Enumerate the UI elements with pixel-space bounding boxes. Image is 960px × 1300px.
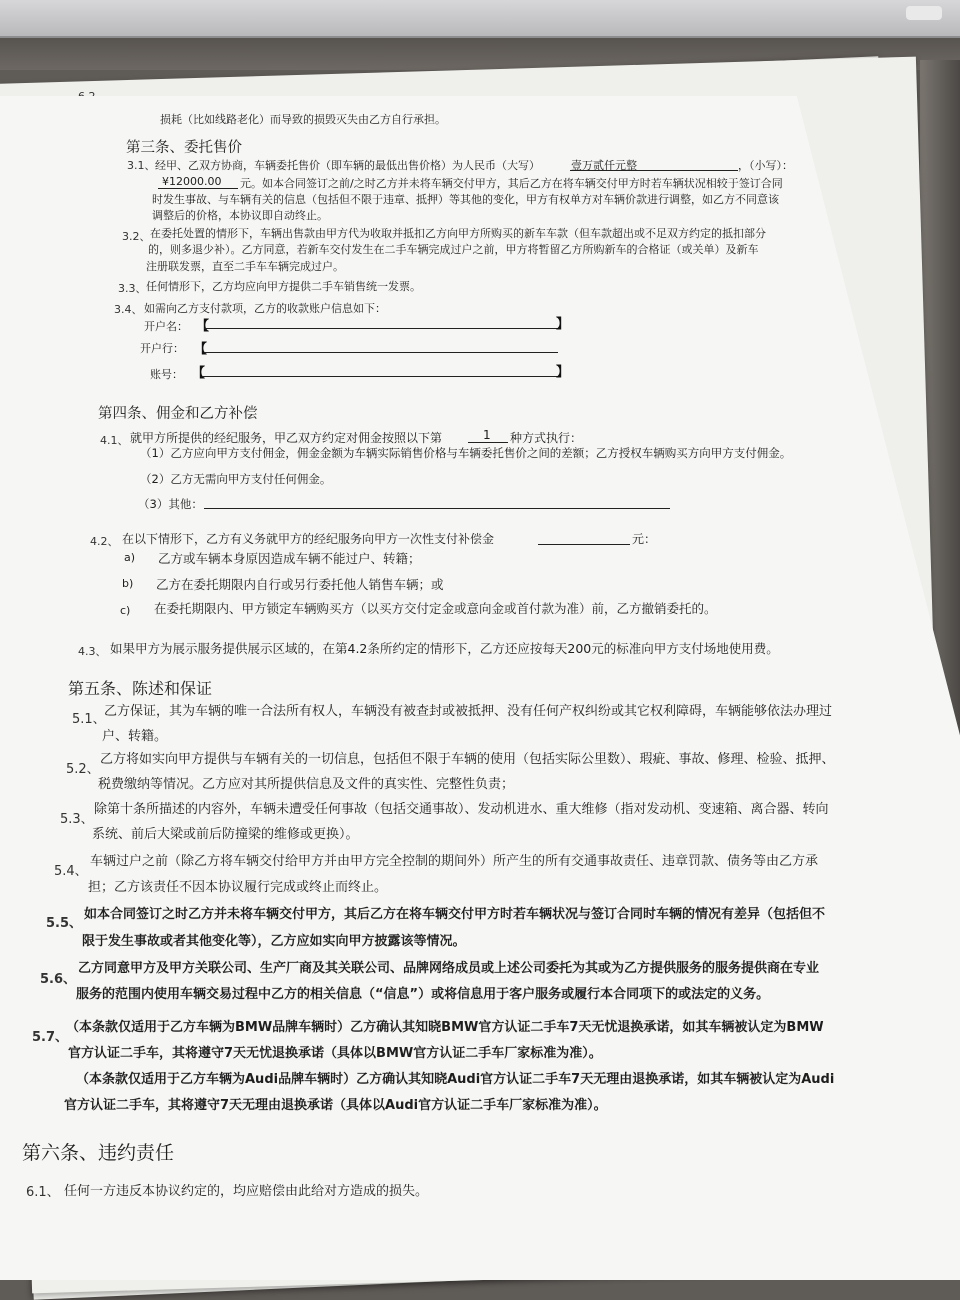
clause-4-3-number: 4.3、 <box>78 645 107 658</box>
bracket-close: 】 <box>556 365 570 380</box>
clause-3-3-text: 任何情形下，乙方均应向甲方提供二手车销售统一发票。 <box>146 280 421 293</box>
intro-line: 损耗（比如线路老化）而导致的损毁灭失由乙方自行承担。 <box>160 113 446 126</box>
item-b: 乙方在委托期限内自行或另行委托他人销售车辆；或 <box>156 577 444 592</box>
compensation-field <box>538 544 630 545</box>
section3-title: 第三条、委托售价 <box>126 140 242 156</box>
account-number-field <box>202 376 558 377</box>
item-c: 在委托期限内、甲方锁定车辆购买方（以买方交付定金或意向金或首付款为准）前，乙方撤销委托的。 <box>154 601 717 616</box>
clause-4-2-text: 元： <box>632 532 657 546</box>
section4-title: 第四条、佣金和乙方补偿 <box>98 406 258 422</box>
clause-5-7-text: （本条款仅适用于乙方车辆为BMW品牌车辆时）乙方确认其知晓BMW官方认证二手车7天无忧退换承诺，如其车辆被认定为BMW <box>66 1020 824 1035</box>
clause-5-7-text: 官方认证二手车，其将遵守7天无忧退换承诺（具体以BMW官方认证二手车厂家标准为准）。 <box>68 1046 602 1061</box>
clause-3-1-text: 元。如本合同签订之前/之时乙方并未将车辆交付甲方，其后乙方在将车辆交付甲方时若车辆状况相较于签订合同 <box>240 177 783 190</box>
clause-3-1-text: ，（小写）： <box>738 159 793 172</box>
option-1: （1）乙方应向甲方支付佣金，佣金金额为车辆实际销售价格与车辆委托售价之间的差额；乙方授权车辆购买方向甲方支付佣金。 <box>140 446 792 460</box>
clause-5-2-text: 税费缴纳等情况。乙方应对其所提供信息及文件的真实性、完整性负责； <box>98 777 515 792</box>
clause-3-2-text: 的，则多退少补）。乙方同意，若新车交付发生在二手车辆完成过户之前，甲方将暂留乙方所购新车的合格证（或关单）及新车 <box>148 243 759 256</box>
clause-5-4-text: 担；乙方该责任不因本协议履行完成或终止而终止。 <box>88 880 388 895</box>
option-2: （2）乙方无需向甲方支付任何佣金。 <box>140 472 332 486</box>
account-name-label: 开户名： <box>144 320 188 333</box>
clause-5-5-number: 5.5、 <box>46 916 83 931</box>
clause-3-4-number: 3.4、 <box>114 303 143 316</box>
clause-3-3-number: 3.3、 <box>118 282 147 295</box>
commission-choice-underline <box>468 442 508 443</box>
section6-title: 第六条、违约责任 <box>22 1142 175 1164</box>
section5-title: 第五条、陈述和保证 <box>68 679 213 698</box>
clause-3-1-text: 调整后的价格，本协议即自动终止。 <box>152 209 328 222</box>
clause-5-1-number: 5.1、 <box>72 712 106 727</box>
clause-5-3-text: 系统、前后大梁或前后防撞梁的维修或更换）。 <box>92 827 359 842</box>
bracket-open: 【 <box>196 319 210 334</box>
clause-3-4-text: 如需向乙方支付款项，乙方的收款账户信息如下： <box>144 302 386 315</box>
bracket-open: 【 <box>194 342 208 357</box>
amount-upper-underline <box>570 170 738 171</box>
clause-4-1-text: 就甲方所提供的经纪服务，甲乙双方约定对佣金按照以下第 <box>130 431 443 445</box>
clause-4-2-number: 4.2、 <box>90 535 119 548</box>
clause-5-7-text: （本条款仅适用于乙方车辆为Audi品牌车辆时）乙方确认其知晓Audi官方认证二手车7天无理由退换承诺，如其车辆被认定为Audi <box>76 1072 835 1087</box>
clause-5-6-number: 5.6、 <box>40 972 77 987</box>
amount-upper: 壹万贰仟元整 <box>571 159 637 172</box>
account-number-label: 账号： <box>150 368 183 381</box>
clause-3-1-text: 时发生事故、与车辆有关的信息（包括但不限于违章、抵押）等其他的变化，甲方有权单方对车辆价款进行调整，如乙方不同意该 <box>152 193 779 206</box>
clause-5-1-text: 乙方保证，其为车辆的唯一合法所有权人，车辆没有被查封或被抵押、没有任何产权纠纷或其它权利障碍，车辆能够依法办理过 <box>104 704 833 719</box>
clause-3-2-text: 注册联发票，直至二手车车辆完成过户。 <box>146 260 344 273</box>
amount-lower-underline <box>158 188 238 189</box>
account-name-field <box>204 328 558 329</box>
clause-4-2-text: 在以下情形下，乙方有义务就甲方的经纪服务向甲方一次性支付补偿金 <box>122 532 495 546</box>
clause-5-7-text: 官方认证二手车，其将遵守7天无理由退换承诺（具体以Audi官方认证二手车厂家标准为准）。 <box>64 1098 607 1113</box>
clause-5-4-text: 车辆过户之前（除乙方将车辆交付给甲方并由甲方完全控制的期间外）所产生的所有交通事故责任、违章罚款、债务等由乙方承 <box>90 854 819 869</box>
clause-5-7-number: 5.7、 <box>32 1030 69 1045</box>
item-c-label: c) <box>120 604 131 617</box>
option-3-field <box>204 508 670 509</box>
item-a-label: a) <box>124 551 136 564</box>
laptop-edge <box>0 0 960 38</box>
bracket-close: 】 <box>556 317 570 332</box>
laptop-hinge <box>906 6 942 20</box>
amount-lower: ¥12000.00 <box>162 175 222 188</box>
clause-3-1-number: 3.1、 <box>127 159 156 172</box>
clause-3-2-text: 在委托处置的情形下，车辆出售款由甲方代为收取并抵扣乙方向甲方所购买的新车车款（但车款超出或不足双方约定的抵扣部分 <box>150 227 766 240</box>
clause-3-2-number: 3.2、 <box>122 230 151 243</box>
clause-5-6-text: 服务的范围内使用车辆交易过程中乙方的相关信息（“信息”）或将信息用于客户服务或履行本合同项下的或法定的义务。 <box>76 987 770 1002</box>
clause-4-3-text: 如果甲方为展示服务提供展示区域的，在第4.2条所约定的情形下，乙方还应按每天200元的标准向甲方支付场地使用费。 <box>110 641 779 656</box>
clause-5-4-number: 5.4、 <box>54 864 88 879</box>
option-3: （3）其他： <box>138 497 203 511</box>
clause-5-3-number: 5.3、 <box>60 812 94 827</box>
clause-5-3-text: 除第十条所描述的内容外，车辆未遭受任何事故（包括交通事故）、发动机进水、重大维修（指对发动机、变速箱、离合器、转向 <box>94 802 829 817</box>
clause-4-1-text: 种方式执行： <box>510 431 583 445</box>
clause-5-6-text: 乙方同意甲方及甲方关联公司、生产厂商及其关联公司、品牌网络成员或上述公司委托为其或为乙方提供服务的服务提供商在专业 <box>78 961 820 976</box>
clause-4-1-number: 4.1、 <box>100 434 129 447</box>
bank-field <box>204 352 558 353</box>
commission-choice: 1 <box>483 428 491 442</box>
clause-6-1-number: 6.1、 <box>26 1185 60 1200</box>
clause-3-1-text: 经甲、乙双方协商，车辆委托售价（即车辆的最低出售价格）为人民币（大写） <box>155 159 540 172</box>
clause-5-5-text: 限于发生事故或者其他变化等），乙方应如实向甲方披露该等情况。 <box>82 934 466 949</box>
item-a: 乙方或车辆本身原因造成车辆不能过户、转籍； <box>158 551 421 566</box>
clause-5-5-text: 如本合同签订之时乙方并未将车辆交付甲方，其后乙方在将车辆交付甲方时若车辆状况与签订合同时车辆的情况有差异（包括但不 <box>84 907 826 922</box>
item-b-label: b) <box>122 577 134 590</box>
bracket-open: 【 <box>192 366 206 381</box>
bank-label: 开户行： <box>140 342 184 355</box>
clause-5-1-text: 户、转籍。 <box>102 729 168 744</box>
clause-5-2-number: 5.2、 <box>66 762 100 777</box>
clause-5-2-text: 乙方将如实向甲方提供与车辆有关的一切信息，包括但不限于车辆的使用（包括实际公里数）、瑕疵、事故、修理、检验、抵押、 <box>100 752 835 767</box>
clause-6-1-text: 任何一方违反本协议约定的，均应赔偿由此给对方造成的损失。 <box>64 1184 429 1199</box>
